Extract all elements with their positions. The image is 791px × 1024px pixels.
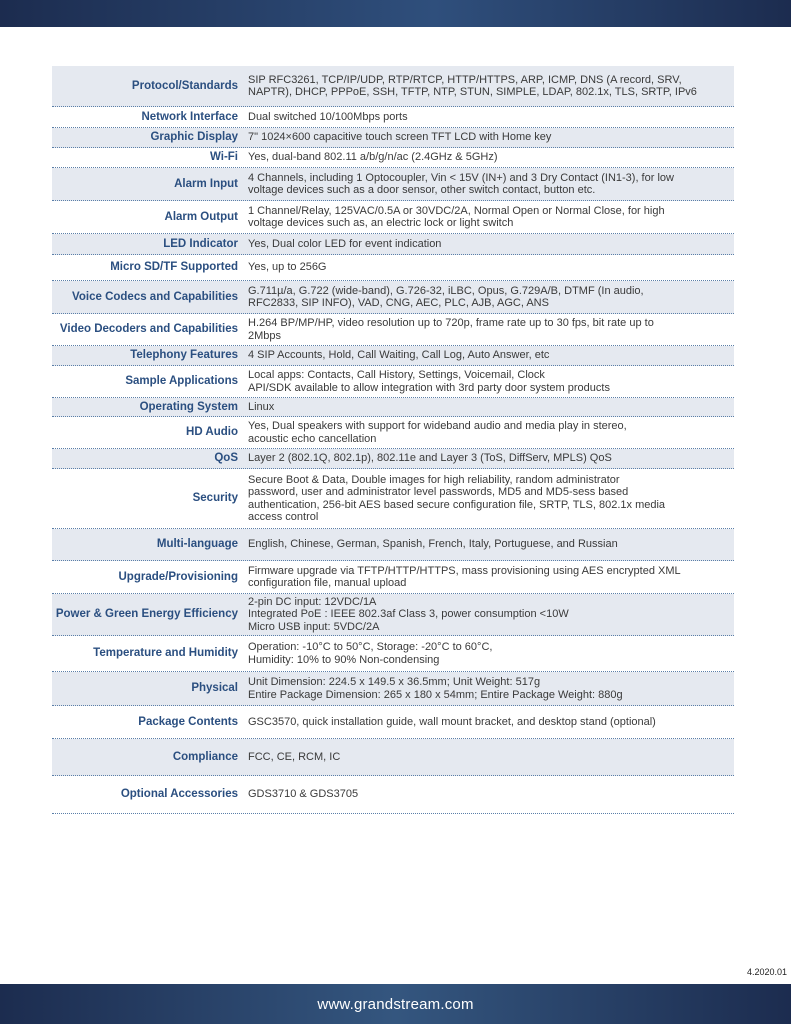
spec-row [52,366,734,398]
spec-value-line: 4 Channels, including 1 Optocoupler, Vin < 15V (IN+) and 3 Dry Contact (IN1-3), for low [248,171,674,184]
spec-value-line: Yes, dual-band 802.11 a/b/g/n/ac (2.4GHz & 5GHz) [248,151,498,164]
spec-value [248,474,734,524]
spec-value-line: 7" 1024×600 capacitive touch screen TFT LCD with Home key [248,131,552,144]
spec-value [248,238,734,250]
spec-value [248,401,734,413]
spec-value-line: FCC, CE, RCM, IC [248,750,341,763]
spec-value-line: Firmware upgrade via TFTP/HTTP/HTTPS, mass provisioning using AES encrypted XML [248,564,681,577]
spec-value-line: Yes, Dual color LED for event indication [248,237,442,250]
spec-value [248,788,734,800]
spec-label: Optional Accessories [120,788,238,800]
spec-value-line: Unit Dimension: 224.5 x 149.5 x 36.5mm; Unit Weight: 517g [248,676,541,689]
spec-label: Sample Applications [125,375,238,387]
website-url[interactable]: www.grandstream.com [317,995,474,1013]
spec-value [248,565,734,590]
footer-banner [0,984,791,1024]
spec-row [52,201,734,234]
spec-value-line: Micro USB input: 5VDC/2A [248,620,380,633]
spec-value [248,317,734,342]
top-banner [0,0,791,27]
spec-label: Upgrade/Provisioning [118,570,238,583]
spec-value-line: G.711µ/a, G.722 (wide-band), G.726-32, iLBC, Opus, G.729A/B, DTMF (In audio, [248,284,644,297]
spec-label: Temperature and Humidity [93,647,238,659]
spec-value [248,172,734,197]
spec-label: Video Decoders and Capabilities [59,323,238,335]
spec-row [52,417,734,449]
spec-row [52,636,734,672]
spec-value [248,349,734,361]
spec-value-line: 4 SIP Accounts, Hold, Call Waiting, Call Log, Auto Answer, etc [248,349,550,362]
spec-row [52,281,734,314]
spec-value [248,751,734,763]
spec-value [248,74,734,99]
spec-label: Network Interface [141,110,238,123]
spec-label: Package Contents [138,715,238,728]
spec-value-line: GSC3570, quick installation guide, wall mount bracket, and desktop stand (optional) [248,715,656,728]
spec-value [248,151,734,163]
spec-value-line: password, user and administrator level passwords, MD5 and MD5-sess based [248,486,629,499]
spec-value-line: access control [248,510,319,523]
spec-row [52,148,734,168]
spec-row [52,594,734,636]
spec-value-line: Humidity: 10% to 90% Non-condensing [248,653,440,666]
spec-value [248,261,734,273]
spec-value-line: SIP RFC3261, TCP/IP/UDP, RTP/RTCP, HTTP/HTTPS, ARP, ICMP, DNS (A record, SRV, [248,73,682,86]
spec-label: LED Indicator [163,237,238,250]
spec-row [52,449,734,469]
spec-value-line: Yes, up to 256G [248,261,327,274]
spec-row [52,469,734,529]
spec-value-line: Secure Boot & Data, Double images for high reliability, random administrator [248,473,620,486]
spec-label: Power & Green Energy Efficiency [55,608,238,620]
spec-label: HD Audio [186,426,238,438]
spec-label: Alarm Input [174,177,238,190]
spec-label: Telephony Features [130,349,238,361]
spec-value-line: Entire Package Dimension: 265 x 180 x 54mm; Entire Package Weight: 880g [248,688,623,701]
spec-value-line: configuration file, manual upload [248,577,407,589]
spec-label: Protocol/Standards [131,79,238,92]
spec-value-line: Operation: -10°C to 50°C, Storage: -20°C to 60°C, [248,641,493,654]
spec-value-line: RFC2833, SIP INFO), VAD, CNG, AEC, PLC, AJB, AGC, ANS [248,297,549,309]
spec-row [52,672,734,706]
spec-value-line: Local apps: Contacts, Call History, Settings, Voicemail, Clock [248,369,545,382]
spec-table [52,66,734,814]
spec-label: Micro SD/TF Supported [110,261,238,273]
spec-value [248,641,734,666]
spec-row [52,776,734,814]
spec-value [248,131,734,143]
spec-value [248,111,734,123]
spec-row [52,128,734,148]
spec-value [248,420,734,445]
spec-label: Security [192,492,238,504]
spec-row [52,739,734,776]
spec-label: Multi-language [156,538,238,550]
spec-row [52,107,734,128]
spec-label: Voice Codecs and Capabilities [72,290,238,303]
spec-value-line: Integrated PoE : IEEE 802.3af Class 3, power consumption <10W [248,608,569,621]
spec-value-line: H.264 BP/MP/HP, video resolution up to 720p, frame rate up to 30 fps, bit rate up to [248,317,654,330]
spec-value-line: Linux [248,400,275,413]
spec-value-line: 2Mbps [248,329,282,342]
spec-row [52,398,734,417]
spec-value-line: 2-pin DC input: 12VDC/1A [248,595,377,608]
spec-value [248,452,734,464]
spec-row [52,168,734,201]
spec-value-line: GDS3710 & GDS3705 [248,788,359,801]
spec-label: Operating System [139,400,238,413]
spec-value-line: voltage devices such as, an electric lock or light switch [248,217,514,229]
spec-row [52,346,734,366]
spec-row [52,561,734,594]
spec-label: Compliance [172,750,238,763]
spec-value-line: NAPTR), DHCP, PPPoE, SSH, TFTP, NTP, STUN, SIMPLE, LDAP, 802.1x, TLS, SRTP, IPv6 [248,86,697,98]
spec-value-line: acoustic echo cancellation [248,432,377,445]
spec-row [52,529,734,561]
spec-value-line: voltage devices such as a door sensor, other switch contact, button etc. [248,184,596,196]
spec-row [52,234,734,255]
spec-value [248,369,734,394]
spec-label: Graphic Display [150,131,238,143]
spec-value-line: Dual switched 10/100Mbps ports [248,110,408,123]
spec-value-line: API/SDK available to allow integration with 3rd party door system products [248,381,610,394]
spec-label: Wi-Fi [210,151,238,163]
spec-row [52,255,734,281]
spec-value-line: Yes, Dual speakers with support for wideband audio and media play in stereo, [248,420,627,433]
spec-row [52,706,734,739]
spec-label: QoS [214,452,238,464]
version-code: 4.2020.01 [746,967,787,977]
spec-label: Alarm Output [164,210,238,223]
spec-value [248,596,734,633]
spec-label: Physical [191,682,238,694]
spec-value-line: Layer 2 (802.1Q, 802.1p), 802.11e and Layer 3 (ToS, DiffServ, MPLS) QoS [248,452,612,465]
spec-value [248,205,734,230]
spec-row [52,66,734,107]
spec-value [248,716,734,728]
spec-value [248,676,734,701]
spec-value [248,285,734,310]
spec-value [248,538,734,550]
spec-value-line: authentication, 256-bit AES based secure configuration file, SRTP, TLS, 802.1x media [248,498,666,511]
spec-row [52,314,734,346]
spec-value-line: English, Chinese, German, Spanish, French, Italy, Portuguese, and Russian [248,538,618,551]
spec-value-line: 1 Channel/Relay, 125VAC/0.5A or 30VDC/2A, Normal Open or Normal Close, for high [248,204,665,217]
